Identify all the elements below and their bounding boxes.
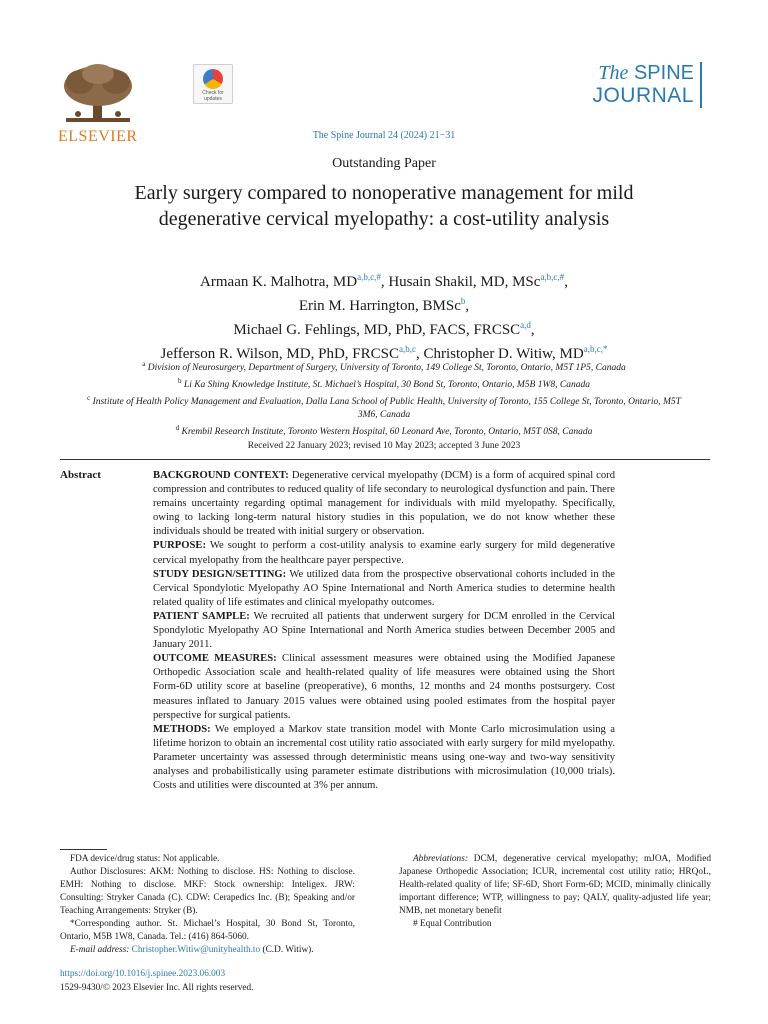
author[interactable]: Armaan K. Malhotra, $MD^{a,b,c,\#}$, [200,272,389,290]
divider [60,459,710,460]
footnote-fda: FDA device/drug status: Not applicable. [70,854,220,864]
author-affil-sup[interactable]: a,d [520,320,531,330]
abstract-label: Abstract [60,469,101,481]
issn-copyright: 1529-9430/© 2023 Elsevier Inc. All rights reserved. [60,983,254,993]
author-affil-sup[interactable]: b [460,296,466,306]
received-dates: Received 22 January 2023; revised 10 May 2023; accepted 3 June 2023 [247,440,521,451]
abstract-section: PURPOSE: We sought to perform a cost-utility analysis to examine early surgery for mild degenerative cervical myelopathy from the healthcare payer perspective. [153,540,615,566]
author-affil-sup[interactable]: a,b,c,# [357,272,381,282]
affiliation: $^d$ Krembil Research Institute, Toronto Western Hospital, 60 Leonard Ave, Toronto, Ontario, M5T 0S8, Canada [175,424,593,438]
footnote-disclosures: Author Disclosures: AKM: Nothing to disclose. HS: Nothing to disclose. EMH: Nothing to disclose. MKF: Stock ownership: Inteligex. JRW: Consulting: Stryker Canada (C). CDW: Cerapedics Inc. (B); Speaking and/or Teaching Arrangements: Stryker (B). [60,867,355,916]
abstract-section: PATIENT SAMPLE: We recruited all patients that underwent surgery for DCM enrolled in the Cervical Spondylotic Myelopathy AO Spine International and North America studies between December 2005 and January 2011. [153,610,615,651]
author[interactable]: Husain Shakil, MD, MSc$^{a,b,c,\#}$, [388,272,568,290]
abstract-section: STUDY DESIGN/SETTING: We utilized data from the prospective observational cohorts included in the Cervical Spondylotic Myelopathy AO Spine International and North America studies to determine health related quality of life estimates and clinical myelopathy outcomes. [153,568,615,608]
affiliations [80,358,688,453]
affiliation: $^a$ Division of Neurosurgery, Department of Surgery, University of Toronto, 149 College St, Toronto, Ontario, M5T 1P5, Canada [142,360,626,374]
article-title: Early surgery compared to nonoperative management for mild degenerative cervical myelopathy: a cost-utility analysis [134,182,634,230]
abbreviations: Abbreviations: DCM, degenerative cervical myelopathy; mJOA, Modified Japanese Orthopedic Association; ICUR, incremental cost utility ratio; HRQoL, Health-related quality of life; SF-6D, Short Form-6D; MCID, minimally clinically important difference; WTP, willingness to pay; QALY, quality-adjusted life year; NMB, net monetary benefit [399,854,711,916]
affiliation: $^c$ Institute of Health Policy Management and Evaluation, Dalla Lana School of Public Health, University of Toronto, 155 College St, Toronto, Ontario, M5T 3M6, Canada [87,394,681,421]
abstract-section: OUTCOME MEASURES: Clinical assessment measures were obtained using the Modified Japanese Orthopedic Association scale and health-related quality of life measures were obtained using the Short Form-6D utility score at baseline (preoperative), 6 months, 12 months and 24 months postsurgery. Cost measures inflated to January 2015 values were obtained using pooled estimates from the hospital payer perspective for surgical patients. [153,653,615,721]
author[interactable]: Erin M. Harrington, BMSc$^b$, [298,296,470,314]
paper-type: Outstanding Paper [332,156,436,171]
journal-logo-the: The [598,62,629,84]
author-affil-sup[interactable]: a,b,c,# [540,272,565,282]
check-updates-label: Check for updates [202,90,224,102]
footnote-divider [60,849,107,850]
journal-logo-spine: SPINE [633,62,694,84]
abstract-section: BACKGROUND CONTEXT: Degenerative cervical myelopathy (DCM) is a form of acquired spinal cord compression and contributes to reduced quality of life secondary to neurological dysfunction and pain. There remains uncertainty regarding optimal management for individuals with mild myelopathy. Specifically, owing to lacking long-term natural history studies in this population, we do not know whether these individuals should be treated with initial surgery or observation. [153,470,616,538]
journal-logo[interactable] [592,62,702,108]
journal-logo-journal: JOURNAL [592,84,694,107]
author-affil-sup[interactable]: a,b,c,* [583,344,608,354]
author[interactable]: Michael G. Fehlings, MD, PhD, FACS, FRCSC$^{a,d}$, [233,320,535,338]
email-link[interactable]: Christopher.Witiw@unityhealth.to [131,945,261,955]
check-updates-icon [203,69,223,89]
elsevier-tree-icon [58,62,138,128]
author-affil-sup[interactable]: a,b,c [398,344,416,354]
equal-contribution-note: # Equal Contribution [413,919,492,929]
doi-link[interactable]: https://doi.org/10.1016/j.spinee.2023.06.003 [60,969,226,979]
author-list [80,268,688,364]
footnotes-left [60,853,355,957]
abstract-body [153,469,615,793]
publisher-name: ELSEVIER [58,128,138,145]
abstract-section: METHODS: We employed a Markov state transition model with Monte Carlo microsimulation using a lifetime horizon to obtain an incremental cost utility ratio associated with early surgery for mild myelopathy. Parameter uncertainty was assessed through deterministic means using one-way and two-way sensitivity analyses and probabilistically using parameter estimate distributions with microsimulation (10,000 trials). Costs and utilities were discounted at 3% per annum. [153,723,615,792]
author[interactable]: Christopher D. Witiw, $MD^{a,b,c,*}$ [423,344,608,362]
footnote-email: E-mail address: Christopher.Witiw@unityhealth.to (C.D. Witiw). [70,945,314,955]
author[interactable]: Jefferson R. Wilson, MD, PhD, FRCSC$^{a,b,c}$, [160,344,424,362]
journal-citation[interactable]: The Spine Journal 24 (2024) 21−31 [312,130,456,141]
footnote-corresponding: *Corresponding author. St. Michael’s Hospital, 30 Bond St, Toronto, Ontario, M5B 1W8, Canada. Tel.: (416) 864-5060. [60,919,355,942]
check-for-updates-button[interactable] [193,64,233,104]
affiliation: $^b$ Li Ka Shing Knowledge Institute, St. Michael’s Hospital, 30 Bond St, Toronto, Ontario, M5B 1W8, Canada [178,377,590,391]
footnotes-right [399,853,711,931]
